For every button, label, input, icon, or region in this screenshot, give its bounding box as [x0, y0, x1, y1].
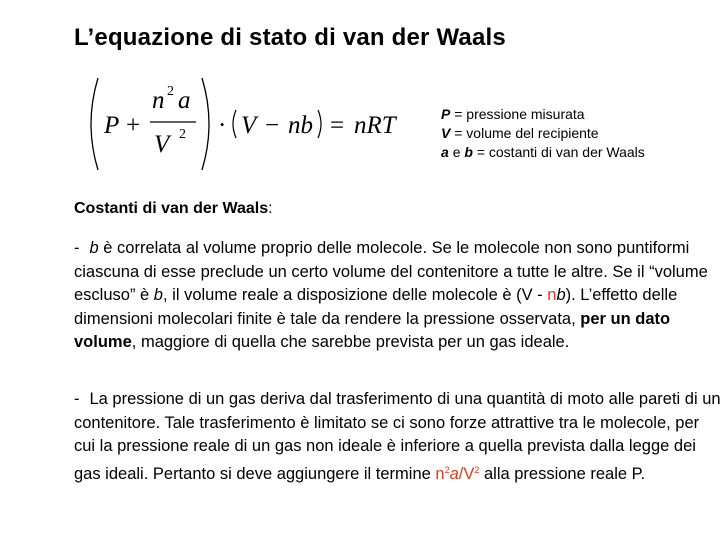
highlight-n: n: [547, 286, 557, 304]
bullet-dash: -: [74, 390, 80, 408]
legend-symbol-a: a: [441, 144, 449, 160]
eq-rhs: nRT: [354, 112, 396, 139]
paragraph-volume-excluded: [74, 237, 724, 355]
legend-symbol-v: V: [441, 125, 451, 141]
legend-and: e: [452, 144, 461, 160]
eq-V2: V: [241, 112, 257, 139]
slide-title: L’equazione di stato di van der Waals: [74, 24, 506, 51]
bold-phrase: per un dato volume: [74, 309, 671, 351]
left-paren: [91, 78, 98, 170]
para1-text-1: è correlata al volume proprio delle molecole. Se le molecole non sono puntiformi ciascuna di esse preclude un certo volume del contenitore a tutte le altre. Se il “volume escluso” è: [74, 239, 708, 304]
term-exp1: 2: [444, 464, 450, 475]
eq-plus: +: [126, 112, 141, 139]
section-heading-colon: :: [268, 200, 273, 217]
symbol-b: b: [89, 239, 99, 257]
legend-text-v: = volume del recipiente: [454, 125, 599, 141]
term-a: a: [449, 464, 459, 483]
legend-symbol-p: P: [441, 106, 451, 122]
bullet-dash: -: [74, 239, 80, 257]
eq-exp-num: 2: [167, 84, 174, 99]
eq-V: V: [154, 131, 170, 158]
right-paren: [202, 78, 209, 170]
legend-symbol-b: b: [464, 144, 473, 160]
eq-a: a: [178, 87, 191, 114]
legend-row-p: [441, 105, 645, 124]
term-exp2: 2: [474, 464, 480, 475]
legend-text-ab: = costanti di van der Waals: [476, 144, 645, 160]
eq-P: P: [104, 112, 120, 139]
eq-minus: −: [265, 112, 280, 139]
right-small-paren: [318, 110, 321, 138]
para1-text-2: , il volume reale a disposizione delle molecole è (V -: [162, 286, 548, 304]
para1-text-3: ). L’effetto delle dimensioni molecolari finite è tale da rendere la pressione osservata,: [74, 286, 678, 328]
equation-legend: [441, 105, 645, 162]
section-heading: [74, 200, 273, 218]
symbol-b: b: [153, 286, 163, 304]
para1-text-4: , maggiore di quella che sarebbe prevista per un gas ideale.: [131, 333, 570, 351]
term-slash-v: /V: [458, 464, 475, 483]
symbol-b: b: [556, 286, 566, 304]
eq-exp-den: 2: [179, 127, 186, 142]
eq-n: n: [152, 87, 165, 114]
eq-dot: ·: [218, 112, 227, 139]
legend-row-ab: [441, 143, 645, 162]
legend-text-p: = pressione misurata: [454, 106, 585, 122]
eq-nb: nb: [288, 112, 313, 139]
left-small-paren: [233, 110, 236, 138]
paragraph-attractive-forces: [74, 388, 724, 486]
para2-text-2: alla pressione reale P.: [479, 464, 646, 483]
highlight-term: [435, 465, 479, 483]
legend-row-v: [441, 124, 645, 143]
term-n: n: [435, 464, 445, 483]
section-heading-text: Costanti di van der Waals: [74, 200, 269, 217]
van-der-waals-equation: [86, 74, 422, 174]
eq-equals: =: [330, 112, 345, 139]
para2-text-1: La pressione di un gas deriva dal trasferimento di una quantità di moto alle pareti di un contenitore. Tale trasferimento è limitato se ci sono forze attrattive tra le molecole, per cui la pressione reale di un gas non ideale è inferiore a quella prevista dalla legge dei gas ideali. Pertanto si deve aggiungere il termine: [74, 390, 721, 483]
